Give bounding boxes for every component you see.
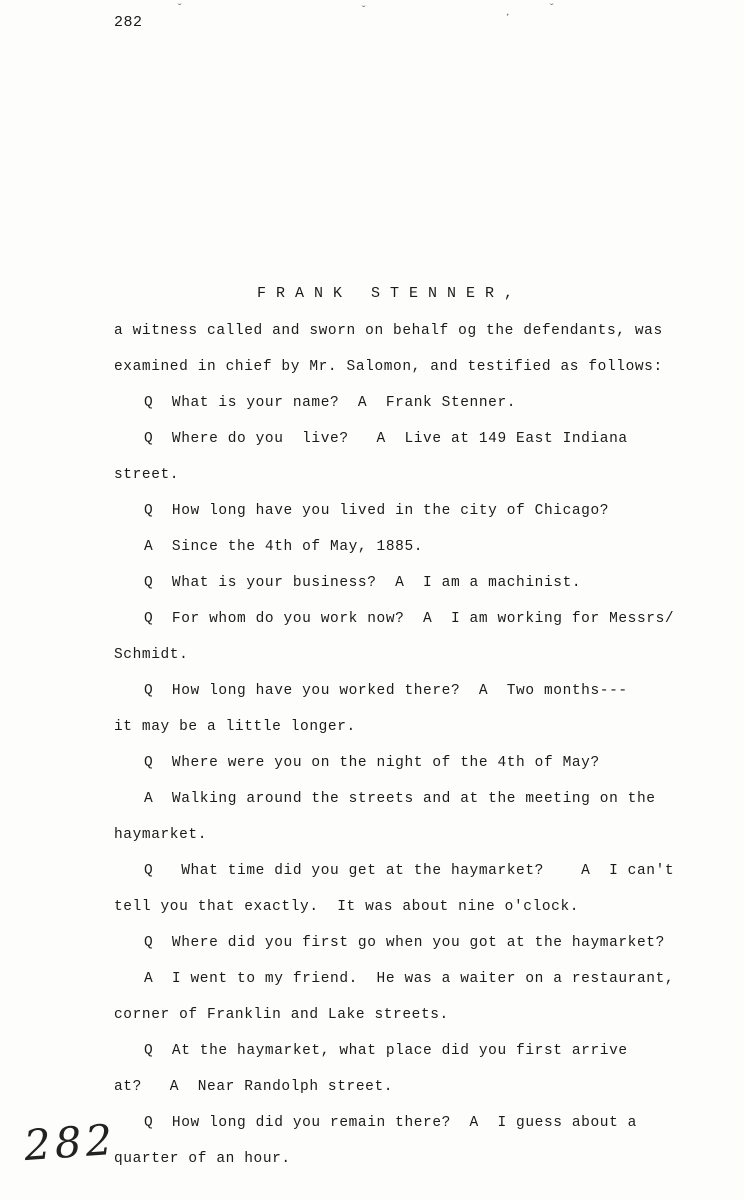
transcript-line: A I went to my friend. He was a waiter on a restaurant, [144, 971, 675, 987]
transcript-line: Q Where did you first go when you got at the haymarket? [144, 935, 665, 951]
transcript-line: Q For whom do you work now? A I am working for Messrs/ [144, 611, 675, 627]
page-number: 282 [114, 14, 143, 31]
transcript-line: corner of Franklin and Lake streets. [114, 1007, 449, 1023]
transcript-line: Q Where were you on the night of the 4th of May? [144, 755, 600, 771]
transcript-line: examined in chief by Mr. Salomon, and testified as follows: [114, 359, 663, 375]
transcript-line: Q How long have you worked there? A Two months--- [144, 683, 628, 699]
transcript-line: haymarket. [114, 827, 208, 843]
ink-speck: ˇ [176, 2, 184, 16]
witness-title: FRANK STENNER, [257, 285, 524, 302]
transcript-line: Q What is your name? A Frank Stenner. [144, 395, 517, 411]
transcript-line: A Walking around the streets and at the meeting on the [144, 791, 656, 807]
transcript-line: a witness called and sworn on behalf og the defendants, was [114, 323, 663, 339]
handwritten-page-number: 282 [22, 1114, 118, 1171]
ink-speck: ˇ [548, 2, 556, 16]
transcript-line: quarter of an hour. [114, 1151, 291, 1167]
ink-speck: · [504, 8, 512, 22]
transcript-line: at? A Near Randolph street. [114, 1079, 394, 1095]
transcript-line: Q How long have you lived in the city of Chicago? [144, 503, 610, 519]
transcript-line: Q How long did you remain there? A I guess about a [144, 1115, 637, 1131]
transcript-line: tell you that exactly. It was about nine o'clock. [114, 899, 580, 915]
transcript-line: street. [114, 467, 180, 483]
transcript-line: Q At the haymarket, what place did you first arrive [144, 1043, 628, 1059]
transcript-line: it may be a little longer. [114, 719, 356, 735]
transcript-line: Q What is your business? A I am a machinist. [144, 575, 582, 591]
ink-speck: ˇ [360, 4, 368, 18]
transcript-line: Q What time did you get at the haymarket? A I can't [144, 863, 675, 879]
transcript-line: Schmidt. [114, 647, 189, 663]
transcript-line: A Since the 4th of May, 1885. [144, 539, 424, 555]
transcript-line: Q Where do you live? A Live at 149 East Indiana [144, 431, 628, 447]
